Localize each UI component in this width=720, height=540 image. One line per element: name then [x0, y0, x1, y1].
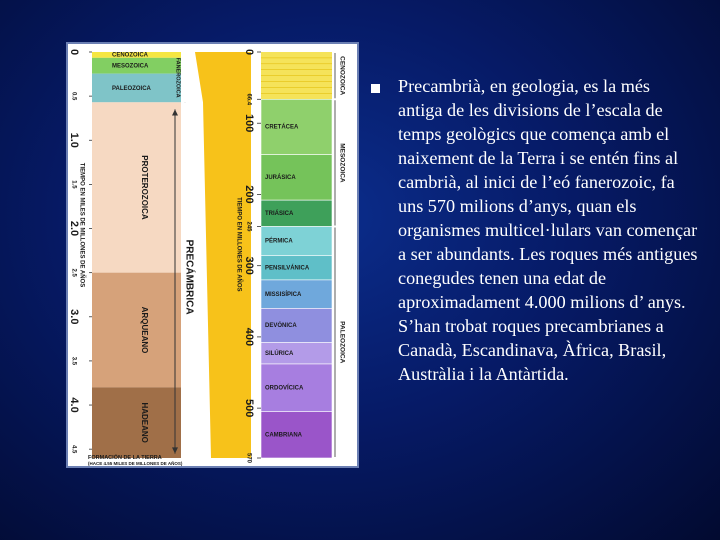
left-tick-label: 0.5	[70, 91, 77, 101]
left-tick-label: 3.5	[70, 356, 77, 366]
era-band-hadeano	[92, 387, 181, 458]
right-tick-label: 570	[245, 452, 252, 464]
left-tick-label: 2.5	[70, 268, 77, 277]
time-expansion-funnel	[195, 52, 251, 458]
right-tick-label: 245	[245, 221, 252, 232]
right-tick-label: 0	[243, 48, 256, 56]
precambrica-label: PRECÁMBRICA	[183, 239, 195, 315]
right-tick-label: 100	[243, 114, 256, 133]
era-label-proterozoica: PROTEROZOICA	[139, 155, 149, 220]
period-label-jurasica: JURÁSICA	[265, 174, 296, 181]
era-label-paleozoica: PALEOZOICA	[112, 85, 151, 92]
era-label-arqueano: ARQUEANO	[139, 306, 149, 354]
right-axis-label: TIEMPO EN MILLONES DE AÑOS	[235, 197, 242, 292]
period-label-permica: PÉRMICA	[265, 238, 293, 245]
left-axis-label: TIEMPO EN MILES DE MILLONES DE AÑOS	[78, 162, 85, 288]
right-tick-label: 66.4	[245, 93, 252, 106]
bullet-icon	[371, 84, 380, 93]
right-tick-label: 400	[243, 327, 256, 347]
left-tick-label: 2.0	[68, 220, 81, 237]
right-era-label-cenozoica: CENOZOICA	[338, 56, 346, 96]
geologic-time-chart	[66, 42, 359, 468]
period-label-triasica: TRIÁSICA	[265, 210, 294, 217]
formation-label: FORMACIÓN DE LA TIERRA	[88, 455, 162, 462]
period-label-silurica: SILÚRICA	[265, 350, 294, 357]
right-tick-label: 300	[243, 256, 256, 275]
description-paragraph: Precambrià, en geologia, es la més antiga de les divisions de l’escala de temps geològics que comença amb el naixement de la Terra i se entén fins al cambrià, al inici de l’eó fanerozoic, fa uns 570 milions d’anys, quan els organismes multicel·lulars van començar a ser abundants. Les roques més antigues conegudes tenen una edat de aproximadament 4.000 milions d’ anys. S’han trobat roques precambrianes a Canadà, Escandinava, Àfrica, Brasil, Austràlia i la Antàrtida.	[398, 76, 698, 384]
era-label-hadeano: HADEANO	[139, 402, 149, 443]
right-era-label-paleozoica: PALEOZOICA	[338, 321, 346, 364]
geologic-time-svg	[68, 44, 357, 466]
era-band-proterozoica	[92, 102, 181, 272]
left-tick-label: 1.0	[68, 132, 81, 148]
left-tick-label: 3.0	[68, 309, 81, 325]
left-tick-label: 1.5	[70, 180, 77, 189]
era-label-cenozoica: CENOZOICA	[112, 52, 148, 59]
left-tick-label: 0	[68, 48, 81, 56]
period-label-cretacea: CRETÁCEA	[265, 124, 299, 131]
era-band-arqueano	[92, 273, 181, 388]
period-label-pensilvanica: PENSILVÁNICA	[265, 265, 310, 272]
left-tick-label: 4.5	[70, 445, 77, 454]
right-tick-label: 200	[243, 185, 256, 204]
fanerozoica-label: FANEROZOICA	[174, 57, 181, 98]
period-label-cambriana: CAMBRIANA	[265, 432, 302, 439]
right-era-label-mesozoica: MESOZOICA	[338, 143, 346, 183]
right-tick-label: 500	[243, 398, 256, 418]
period-label-ordovicica: ORDOVÍCICA	[265, 385, 304, 392]
period-label-devonica: DEVÓNICA	[265, 323, 297, 330]
left-tick-label: 4.0	[68, 397, 81, 413]
period-label-missisipica: MISSISÍPICA	[265, 291, 302, 298]
formation-sublabel: (HACE 4.55 MILES DE MILLONES DE AÑOS)	[88, 460, 183, 466]
era-label-mesozoica: MESOZOICA	[112, 63, 149, 70]
